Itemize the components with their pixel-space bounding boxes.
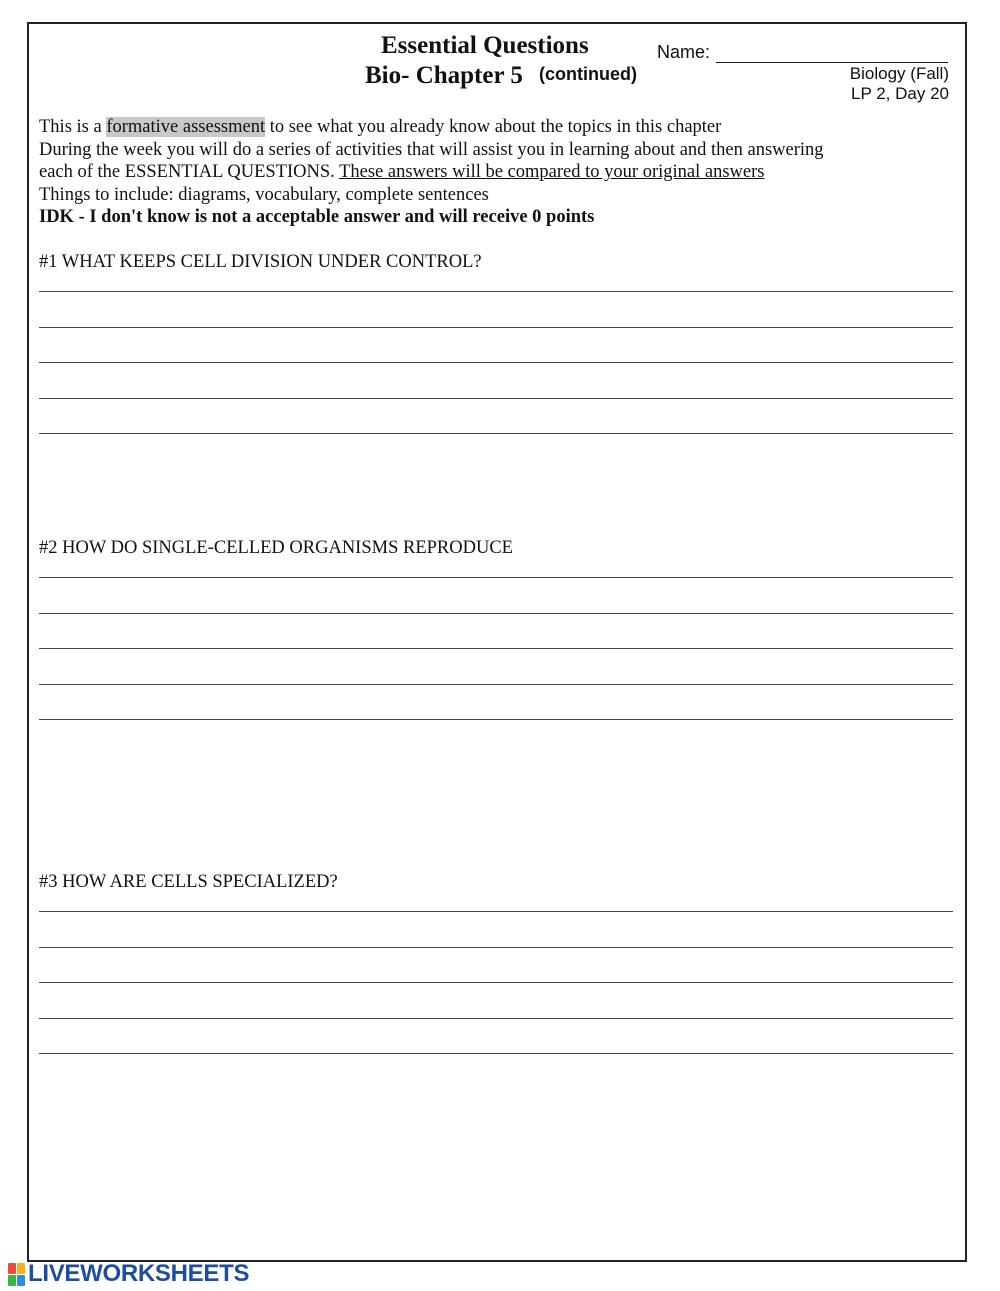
answer-line[interactable] <box>39 718 953 720</box>
title-line2: Bio- Chapter 5 <box>365 62 523 89</box>
intro-line-5-warning: IDK - I don't know is not a acceptable answer and will receive 0 points <box>39 207 595 227</box>
question-2: #2 HOW DO SINGLE-CELLED ORGANISMS REPRODUCE <box>39 538 513 558</box>
intro-line-1-post: to see what you already know about the topics in this chapter <box>265 117 722 137</box>
intro-line-1-pre: This is a <box>39 117 107 137</box>
answer-line[interactable] <box>39 290 953 292</box>
question-3: #3 HOW ARE CELLS SPECIALIZED? <box>39 872 338 892</box>
name-field <box>657 42 948 63</box>
intro-line-3 <box>39 161 949 184</box>
logo-square-blue <box>17 1275 25 1286</box>
instructions <box>39 116 949 229</box>
intro-line-4: Things to include: diagrams, vocabulary, complete sentences <box>39 184 489 205</box>
logo-square-yellow <box>17 1263 25 1274</box>
name-label: Name: <box>657 42 711 62</box>
worksheet-page <box>27 22 967 1262</box>
formative-assessment-highlight: formative assessment <box>106 117 266 137</box>
name-input-line[interactable] <box>716 44 948 63</box>
answer-line[interactable] <box>39 326 953 328</box>
answer-line[interactable] <box>39 981 953 983</box>
answer-line[interactable] <box>39 683 953 685</box>
answer-line[interactable] <box>39 647 953 649</box>
continued-label: (continued) <box>539 64 637 84</box>
answer-area-3[interactable] <box>39 910 953 1088</box>
answer-line[interactable] <box>39 1052 953 1054</box>
logo-text: LIVEWORKSHEETS <box>28 1260 250 1287</box>
answer-line[interactable] <box>39 910 953 912</box>
question-1: #1 WHAT KEEPS CELL DIVISION UNDER CONTROL? <box>39 252 482 272</box>
liveworksheets-logo <box>8 1262 249 1286</box>
logo-square-green <box>8 1275 16 1286</box>
answer-line[interactable] <box>39 397 953 399</box>
intro-line-1 <box>39 116 949 139</box>
answer-line[interactable] <box>39 1017 953 1019</box>
answer-line[interactable] <box>39 946 953 948</box>
course-label: Biology (Fall) <box>849 64 949 83</box>
answer-line[interactable] <box>39 612 953 614</box>
lesson-label: LP 2, Day 20 <box>851 84 949 103</box>
answer-line[interactable] <box>39 361 953 363</box>
answer-line[interactable] <box>39 576 953 578</box>
answer-line[interactable] <box>39 432 953 434</box>
intro-line-3-underlined: These answers will be compared to your original answers <box>339 162 765 182</box>
title-line1: Essential Questions <box>381 32 589 59</box>
intro-line-3-pre: each of the ESSENTIAL QUESTIONS. <box>39 162 340 182</box>
intro-line-2: During the week you will do a series of activities that will assist you in learning about and then answering <box>39 139 824 160</box>
answer-area-2[interactable] <box>39 576 953 754</box>
answer-area-1[interactable] <box>39 290 953 468</box>
logo-mark-icon <box>8 1263 25 1286</box>
logo-square-red <box>8 1263 16 1274</box>
